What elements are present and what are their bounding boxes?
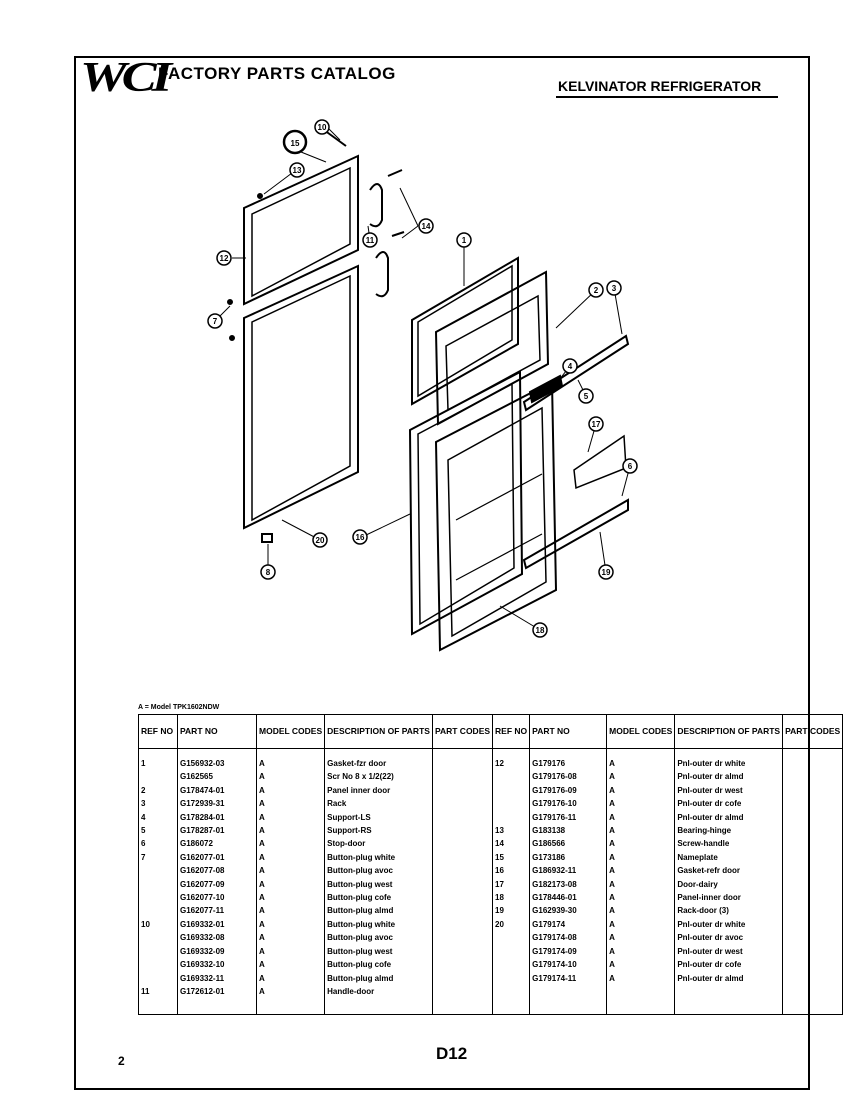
- cell-ref: 19: [493, 904, 530, 917]
- cell-model: A: [257, 958, 325, 971]
- spacer-cell: [675, 998, 783, 1015]
- cell-desc: Button-plug cofe: [325, 958, 433, 971]
- spacer-cell: [325, 998, 433, 1015]
- spacer-cell: [257, 998, 325, 1015]
- cell-desc: Panel inner door: [325, 784, 433, 797]
- callout-3: [607, 281, 621, 295]
- cell-ref: 7: [141, 852, 146, 862]
- cell-part: G183138: [530, 824, 607, 837]
- svg-text:10: 10: [317, 123, 327, 132]
- svg-text:11: 11: [365, 236, 375, 245]
- cell-part-codes: [783, 918, 843, 931]
- callout-16: [353, 530, 367, 544]
- cell-desc: Door-dairy: [675, 878, 783, 891]
- cell-part-codes: [783, 904, 843, 917]
- cell-desc: Button-plug west: [325, 945, 433, 958]
- spacer-cell: [493, 998, 530, 1015]
- cell-model: A: [607, 904, 675, 917]
- cell-ref: 2: [141, 785, 146, 795]
- cell-ref: 15: [493, 851, 530, 864]
- cell-part: G179174: [530, 918, 607, 931]
- cell-part-codes: [432, 918, 492, 931]
- cell-part-codes: [432, 811, 492, 824]
- cell-part-codes: [783, 878, 843, 891]
- cell-model: [607, 985, 675, 998]
- callout-labels: [208, 120, 637, 637]
- cell-desc: Support-RS: [325, 824, 433, 837]
- header-ref-no-2: REF NO: [493, 715, 530, 749]
- callout-11: [363, 233, 377, 247]
- cell-model: A: [257, 770, 325, 783]
- cell-desc: Button-plug avoc: [325, 931, 433, 944]
- callout-2: [589, 283, 603, 297]
- cell-part-codes: [432, 985, 492, 998]
- svg-text:14: 14: [421, 222, 431, 231]
- cell-desc: Button-plug almd: [325, 972, 433, 985]
- header-ref-no: REF NO: [139, 715, 178, 749]
- cell-part-codes: [783, 864, 843, 877]
- svg-text:19: 19: [601, 568, 611, 577]
- cell-part: G178474-01: [178, 784, 257, 797]
- cell-part: [530, 985, 607, 998]
- svg-text:2: 2: [593, 286, 599, 295]
- cell-part-codes: [783, 749, 843, 771]
- cell-ref: 10: [141, 919, 150, 929]
- wci-logo: WCI: [80, 55, 168, 101]
- cell-ref: [493, 931, 530, 944]
- svg-text:12: 12: [219, 254, 229, 263]
- cell-model: A: [607, 784, 675, 797]
- cell-part: G169332-08: [178, 931, 257, 944]
- cell-model: A: [607, 851, 675, 864]
- spacer-cell: [607, 998, 675, 1015]
- cell-ref: 12: [493, 749, 530, 771]
- cell-part-codes: [432, 784, 492, 797]
- cell-part-codes: [783, 811, 843, 824]
- cell-desc: Screw-handle: [675, 837, 783, 850]
- cell-ref: 11: [141, 986, 150, 996]
- callout-14: [419, 219, 433, 233]
- cell-model: A: [607, 878, 675, 891]
- cell-model: A: [257, 797, 325, 810]
- table-row: [139, 931, 843, 944]
- cell-model: A: [257, 918, 325, 931]
- table-row: [139, 864, 843, 877]
- cell-part-codes: [432, 878, 492, 891]
- table-row: [139, 824, 843, 837]
- cell-model: A: [607, 837, 675, 850]
- svg-text:18: 18: [535, 626, 545, 635]
- cell-part-codes: [432, 797, 492, 810]
- cell-part-codes: [432, 837, 492, 850]
- cell-model: A: [607, 797, 675, 810]
- cell-part-codes: [783, 784, 843, 797]
- cell-part-codes: [783, 797, 843, 810]
- cell-desc: Button-plug white: [325, 918, 433, 931]
- header-part-no-2: PART NO: [530, 715, 607, 749]
- cell-part: G169332-10: [178, 958, 257, 971]
- cell-part-codes: [783, 837, 843, 850]
- cell-desc: Pnl-outer dr cofe: [675, 958, 783, 971]
- table-row: [139, 749, 843, 771]
- svg-text:1: 1: [461, 236, 467, 245]
- table-row: [139, 797, 843, 810]
- cell-part: G162077-11: [178, 904, 257, 917]
- refrigerator-gasket-drawing: [244, 266, 358, 528]
- cell-part-codes: [432, 972, 492, 985]
- cell-desc: Pnl-outer dr almd: [675, 972, 783, 985]
- svg-text:17: 17: [591, 420, 601, 429]
- cell-ref: [139, 878, 178, 891]
- cell-part-codes: [432, 770, 492, 783]
- cell-ref: [139, 904, 178, 917]
- cell-desc: Pnl-outer dr white: [675, 749, 783, 771]
- callout-17: [589, 417, 603, 431]
- table-header-row: [139, 715, 843, 749]
- header-model-codes: MODEL CODES: [257, 715, 325, 749]
- cell-part: G156932-03: [178, 749, 257, 771]
- cell-part: G182173-08: [530, 878, 607, 891]
- cell-desc: Button-plug white: [325, 851, 433, 864]
- cell-ref: [493, 945, 530, 958]
- inner-refrigerator-panel-drawing: [436, 382, 556, 650]
- cell-model: A: [607, 972, 675, 985]
- cell-ref: [493, 797, 530, 810]
- cell-part: G162077-09: [178, 878, 257, 891]
- cell-part: G179174-11: [530, 972, 607, 985]
- cell-part: G179174-10: [530, 958, 607, 971]
- cell-part: G178446-01: [530, 891, 607, 904]
- cell-part-codes: [783, 891, 843, 904]
- cell-desc: Rack-door (3): [675, 904, 783, 917]
- spacer-cell: [530, 998, 607, 1015]
- table-row: [139, 837, 843, 850]
- cell-model: A: [257, 891, 325, 904]
- callout-13: [290, 163, 304, 177]
- cell-part: G186932-11: [530, 864, 607, 877]
- cell-part-codes: [783, 931, 843, 944]
- cell-part: G173186: [530, 851, 607, 864]
- cell-model: A: [257, 985, 325, 998]
- svg-text:5: 5: [583, 392, 589, 401]
- cell-model: A: [257, 837, 325, 850]
- cell-ref: 3: [141, 799, 146, 809]
- cell-part: G162077-10: [178, 891, 257, 904]
- cell-part-codes: [783, 945, 843, 958]
- cell-model: A: [257, 824, 325, 837]
- svg-text:4: 4: [567, 362, 573, 371]
- header-part-codes: PART CODES: [432, 715, 492, 749]
- callout-7: [208, 314, 222, 328]
- table-row: [139, 784, 843, 797]
- cell-part: G162939-30: [530, 904, 607, 917]
- model-note: A = Model TPK1602NDW: [138, 704, 220, 711]
- callout-19: [599, 565, 613, 579]
- cell-ref: 16: [493, 864, 530, 877]
- cell-part-codes: [432, 864, 492, 877]
- page-number: 2: [118, 1054, 125, 1068]
- callout-15: [284, 131, 306, 153]
- cell-part: G178284-01: [178, 811, 257, 824]
- cell-desc: Button-plug avoc: [325, 864, 433, 877]
- callout-10: [315, 120, 329, 134]
- cell-part-codes: [432, 931, 492, 944]
- cell-model: A: [607, 770, 675, 783]
- table-row: [139, 945, 843, 958]
- cell-desc: Button-plug almd: [325, 904, 433, 917]
- cell-ref: [139, 958, 178, 971]
- cell-ref: [493, 958, 530, 971]
- cell-part: G179174-09: [530, 945, 607, 958]
- cell-ref: [139, 864, 178, 877]
- cell-part: G169332-11: [178, 972, 257, 985]
- callout-6: [623, 459, 637, 473]
- header-description: DESCRIPTION OF PARTS: [325, 715, 433, 749]
- cell-desc: Support-LS: [325, 811, 433, 824]
- cell-model: A: [607, 891, 675, 904]
- cell-desc: Pnl-outer dr white: [675, 918, 783, 931]
- callout-8: [261, 565, 275, 579]
- svg-text:16: 16: [355, 533, 365, 542]
- table-row: [139, 918, 843, 931]
- cell-ref: 18: [493, 891, 530, 904]
- cell-model: A: [257, 851, 325, 864]
- callout-4: [563, 359, 577, 373]
- cell-model: A: [607, 958, 675, 971]
- table-row: [139, 851, 843, 864]
- cell-part: G162077-01: [178, 851, 257, 864]
- cell-ref: [139, 972, 178, 985]
- cell-part: G162565: [178, 770, 257, 783]
- cell-part: G172612-01: [178, 985, 257, 998]
- callout-1: [457, 233, 471, 247]
- cell-part-codes: [432, 749, 492, 771]
- cell-part-codes: [432, 945, 492, 958]
- cell-desc: Pnl-outer dr almd: [675, 770, 783, 783]
- cell-part: G172939-31: [178, 797, 257, 810]
- callout-12: [217, 251, 231, 265]
- callout-5: [579, 389, 593, 403]
- svg-text:6: 6: [627, 462, 633, 471]
- cell-part-codes: [432, 891, 492, 904]
- table-row: [139, 904, 843, 917]
- cell-desc: Pnl-outer dr cofe: [675, 797, 783, 810]
- cell-model: A: [607, 931, 675, 944]
- cell-ref: [493, 811, 530, 824]
- cell-model: A: [257, 864, 325, 877]
- cell-part-codes: [432, 958, 492, 971]
- cell-desc: Button-plug cofe: [325, 891, 433, 904]
- cell-part: G179176-08: [530, 770, 607, 783]
- cell-ref: 1: [141, 759, 146, 768]
- cell-part-codes: [783, 851, 843, 864]
- header-description-2: DESCRIPTION OF PARTS: [675, 715, 783, 749]
- cell-desc: Gasket-fzr door: [325, 749, 433, 771]
- cell-ref: 5: [141, 826, 146, 836]
- cell-desc: Pnl-outer dr almd: [675, 811, 783, 824]
- table-row: [139, 958, 843, 971]
- callout-20: [313, 533, 327, 547]
- freezer-gasket-drawing: [244, 156, 358, 304]
- cell-part: G186072: [178, 837, 257, 850]
- cell-desc: Handle-door: [325, 985, 433, 998]
- cell-model: A: [607, 824, 675, 837]
- cell-ref: 13: [493, 824, 530, 837]
- parts-table-body: [139, 749, 843, 1015]
- table-row: [139, 811, 843, 824]
- cell-part: G179176-11: [530, 811, 607, 824]
- spacer-cell: [178, 998, 257, 1015]
- cell-model: A: [257, 784, 325, 797]
- cell-model: A: [607, 811, 675, 824]
- cell-model: A: [607, 918, 675, 931]
- svg-text:7: 7: [212, 317, 218, 326]
- cell-desc: Bearing-hinge: [675, 824, 783, 837]
- cell-model: A: [257, 878, 325, 891]
- cell-part: G169332-01: [178, 918, 257, 931]
- cell-part-codes: [432, 824, 492, 837]
- cell-ref: 20: [493, 918, 530, 931]
- page-code: D12: [436, 1044, 468, 1063]
- cell-ref: 4: [141, 812, 146, 822]
- svg-text:3: 3: [611, 284, 617, 293]
- cell-model: A: [257, 749, 325, 771]
- cell-part-codes: [432, 851, 492, 864]
- cell-part: G162077-08: [178, 864, 257, 877]
- cell-ref: 6: [141, 839, 146, 849]
- cell-desc: Pnl-outer dr west: [675, 945, 783, 958]
- cell-ref: [493, 985, 530, 998]
- cell-part-codes: [432, 904, 492, 917]
- cell-part: G169332-09: [178, 945, 257, 958]
- cell-model: A: [257, 811, 325, 824]
- cell-ref: 17: [493, 878, 530, 891]
- header-part-codes-2: PART CODES: [783, 715, 843, 749]
- cell-ref: [493, 770, 530, 783]
- product-title: KELVINATOR REFRIGERATOR: [558, 78, 762, 94]
- cell-model: A: [257, 904, 325, 917]
- parts-table: [138, 714, 843, 1015]
- cell-part: G178287-01: [178, 824, 257, 837]
- header-part-no: PART NO: [178, 715, 257, 749]
- table-spacer-row: [139, 998, 843, 1015]
- cell-ref: [139, 770, 178, 783]
- svg-text:20: 20: [315, 536, 325, 545]
- header-model-codes-2: MODEL CODES: [607, 715, 675, 749]
- cell-model: A: [257, 945, 325, 958]
- spacer-cell: [139, 998, 178, 1015]
- cell-model: A: [607, 749, 675, 771]
- cell-ref: 14: [493, 837, 530, 850]
- cell-ref: [139, 891, 178, 904]
- cell-part: G186566: [530, 837, 607, 850]
- table-row: [139, 878, 843, 891]
- cell-desc: Gasket-refr door: [675, 864, 783, 877]
- cell-ref: [493, 972, 530, 985]
- spacer-cell: [783, 998, 843, 1015]
- cell-desc: Pnl-outer dr west: [675, 784, 783, 797]
- cell-part-codes: [783, 972, 843, 985]
- cell-part-codes: [783, 985, 843, 998]
- cell-part: G179176-09: [530, 784, 607, 797]
- cell-desc: Pnl-outer dr avoc: [675, 931, 783, 944]
- svg-text:15: 15: [290, 139, 300, 148]
- catalog-title: FACTORY PARTS CATALOG: [158, 64, 396, 83]
- cell-part-codes: [783, 824, 843, 837]
- callout-18: [533, 623, 547, 637]
- cell-ref: [493, 784, 530, 797]
- table-row: [139, 891, 843, 904]
- cell-desc: Button-plug west: [325, 878, 433, 891]
- cell-part: G179176-10: [530, 797, 607, 810]
- outer-refrigerator-door-drawing: [410, 372, 522, 634]
- cell-part-codes: [783, 770, 843, 783]
- cell-desc: Scr No 8 x 1/2(22): [325, 770, 433, 783]
- svg-text:13: 13: [292, 166, 302, 175]
- cell-ref: [139, 931, 178, 944]
- small-parts-drawings: [228, 130, 404, 542]
- cell-desc: Panel-inner door: [675, 891, 783, 904]
- cell-model: A: [607, 945, 675, 958]
- cell-part-codes: [783, 958, 843, 971]
- spacer-cell: [432, 998, 492, 1015]
- table-row: [139, 985, 843, 998]
- cell-desc: Rack: [325, 797, 433, 810]
- cell-desc: Stop-door: [325, 837, 433, 850]
- cell-desc: Nameplate: [675, 851, 783, 864]
- cell-model: A: [257, 972, 325, 985]
- cell-part: G179174-08: [530, 931, 607, 944]
- table-row: [139, 972, 843, 985]
- cell-desc: [675, 985, 783, 998]
- cell-ref: [139, 945, 178, 958]
- svg-text:8: 8: [265, 568, 271, 577]
- cell-model: A: [257, 931, 325, 944]
- cell-part: G179176: [530, 749, 607, 771]
- cell-model: A: [607, 864, 675, 877]
- table-row: [139, 770, 843, 783]
